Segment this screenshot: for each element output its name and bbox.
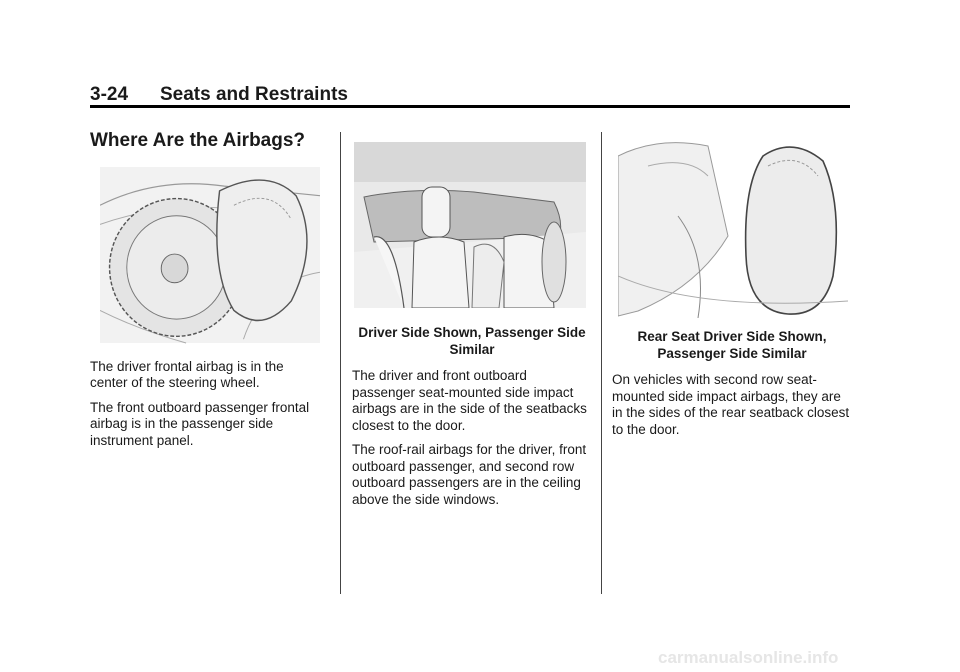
header-rule [90, 105, 850, 108]
page-heading: Where Are the Airbags? [90, 130, 306, 151]
paragraph-rear-side-impact: On vehicles with second row seat-mounted side impact airbags, they are in the sides of the rear seatback closest to the door. [612, 372, 850, 437]
column-divider-1 [340, 132, 341, 594]
rear-seat-side-airbag-illustration [618, 136, 848, 318]
column-divider-2 [601, 132, 602, 594]
paragraph-seat-mounted-side: The driver and front outboard passenger seat-mounted side impact airbags are in the side of the seatbacks closest to the door. [352, 368, 587, 433]
column-2 [352, 130, 592, 516]
column-3 [612, 130, 852, 446]
paragraph-passenger-frontal: The front outboard passenger frontal airbag is in the passenger side instrument panel. [90, 399, 310, 448]
section-title: Seats and Restraints [160, 84, 348, 105]
figure-caption-driver-side: Driver Side Shown, Passenger Side Similar [358, 325, 586, 357]
figure-caption-rear-seat: Rear Seat Driver Side Shown, Passenger Side Similar [637, 329, 827, 361]
column-1 [90, 130, 320, 457]
paragraph-driver-frontal: The driver frontal airbag is in the center of the steering wheel. [90, 358, 284, 391]
paragraph-roof-rail: The roof-rail airbags for the driver, front outboard passenger, and second row outboard passengers are in the ceiling above the side windows. [352, 442, 587, 507]
side-and-roof-rail-airbag-illustration [354, 142, 586, 308]
page-number: 3-24 [90, 84, 129, 105]
frontal-airbag-illustration [100, 163, 320, 347]
watermark-text: carmanualsonline.info [658, 648, 839, 667]
